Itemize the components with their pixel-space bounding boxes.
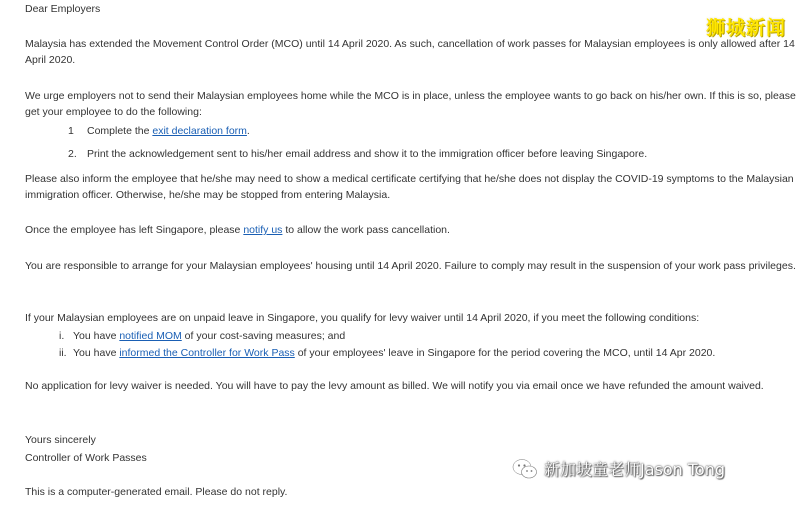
watermark-bottom [512, 457, 725, 480]
paragraph-urge: We urge employers not to send their Malaysian employees home while the MCO is in place, unless the employee wants to go back on his/her own. If this is so, please get your employee to do the following: [25, 90, 796, 118]
closing: Yours sincerely [25, 434, 96, 446]
condition-text-suffix: of your cost-saving measures; and [181, 330, 346, 342]
exit-declaration-form-link[interactable]: exit declaration form [152, 125, 247, 137]
condition-number: ii. [59, 347, 67, 359]
paragraph-notify [25, 222, 797, 238]
list-item [25, 145, 797, 163]
wechat-icon [512, 458, 538, 480]
paragraph-urge-block [25, 88, 797, 163]
step-text: Print the acknowledgement sent to his/her email address and show it to the immigration officer before leaving Singapore. [87, 148, 648, 160]
condition-text-prefix: You have [73, 347, 120, 359]
notified-mom-link[interactable]: notified MOM [119, 330, 182, 342]
paragraph-levy: If your Malaysian employees are on unpaid leave in Singapore, you qualify for levy waiver until 14 April 2020, if you meet the following conditions: [25, 312, 700, 324]
notify-text-suffix: to allow the work pass cancellation. [282, 224, 450, 236]
signature: Controller of Work Passes [25, 452, 147, 464]
paragraph-levy-block [25, 310, 797, 362]
step-number: 2. [68, 148, 77, 160]
watermark-top: 狮城新闻 [705, 17, 786, 39]
conditions-list [25, 328, 797, 362]
paragraph-medical-certificate: Please also inform the employee that he/she may need to show a medical certificate certifying that he/she does not display the COVID-19 symptoms to the Malaysian immigration officer. Otherwise, he/she may be stopped from entering Malaysia. [25, 173, 794, 201]
watermark-bottom-text: 新加坡童老师Jason Tong [544, 460, 726, 479]
step-number: 1 [68, 125, 74, 137]
paragraph-mco-extension: Malaysia has extended the Movement Control Order (MCO) until 14 April 2020. As such, cancellation of work passes for Malaysian employees is only allowed after 14 April 2020. [25, 38, 795, 66]
footer-note: This is a computer-generated email. Please do not reply. [25, 486, 288, 498]
condition-text-suffix: of your employees' leave in Singapore for the period covering the MCO, until 14 Apr 2020. [294, 347, 716, 359]
notify-text-prefix: Once the employee has left Singapore, please [25, 224, 244, 236]
greeting: Dear Employers [25, 3, 101, 15]
list-item [25, 328, 797, 345]
steps-list [25, 122, 797, 163]
notify-us-link[interactable]: notify us [243, 224, 283, 236]
list-item [25, 122, 797, 140]
paragraph-housing: You are responsible to arrange for your Malaysian employees' housing until 14 April 2020. Failure to comply may result in the suspension of your work pass privileges. [25, 260, 796, 272]
step-text-prefix: Complete the [87, 125, 153, 137]
list-item [25, 345, 797, 362]
condition-text-prefix: You have [73, 330, 120, 342]
informed-controller-link[interactable]: informed the Controller for Work Pass [119, 347, 295, 359]
condition-number: i. [59, 330, 65, 342]
paragraph-no-application: No application for levy waiver is needed. You will have to pay the levy amount as billed. We will notify you via email once we have refunded the amount waived. [25, 380, 764, 392]
step-text-suffix: . [246, 125, 250, 137]
